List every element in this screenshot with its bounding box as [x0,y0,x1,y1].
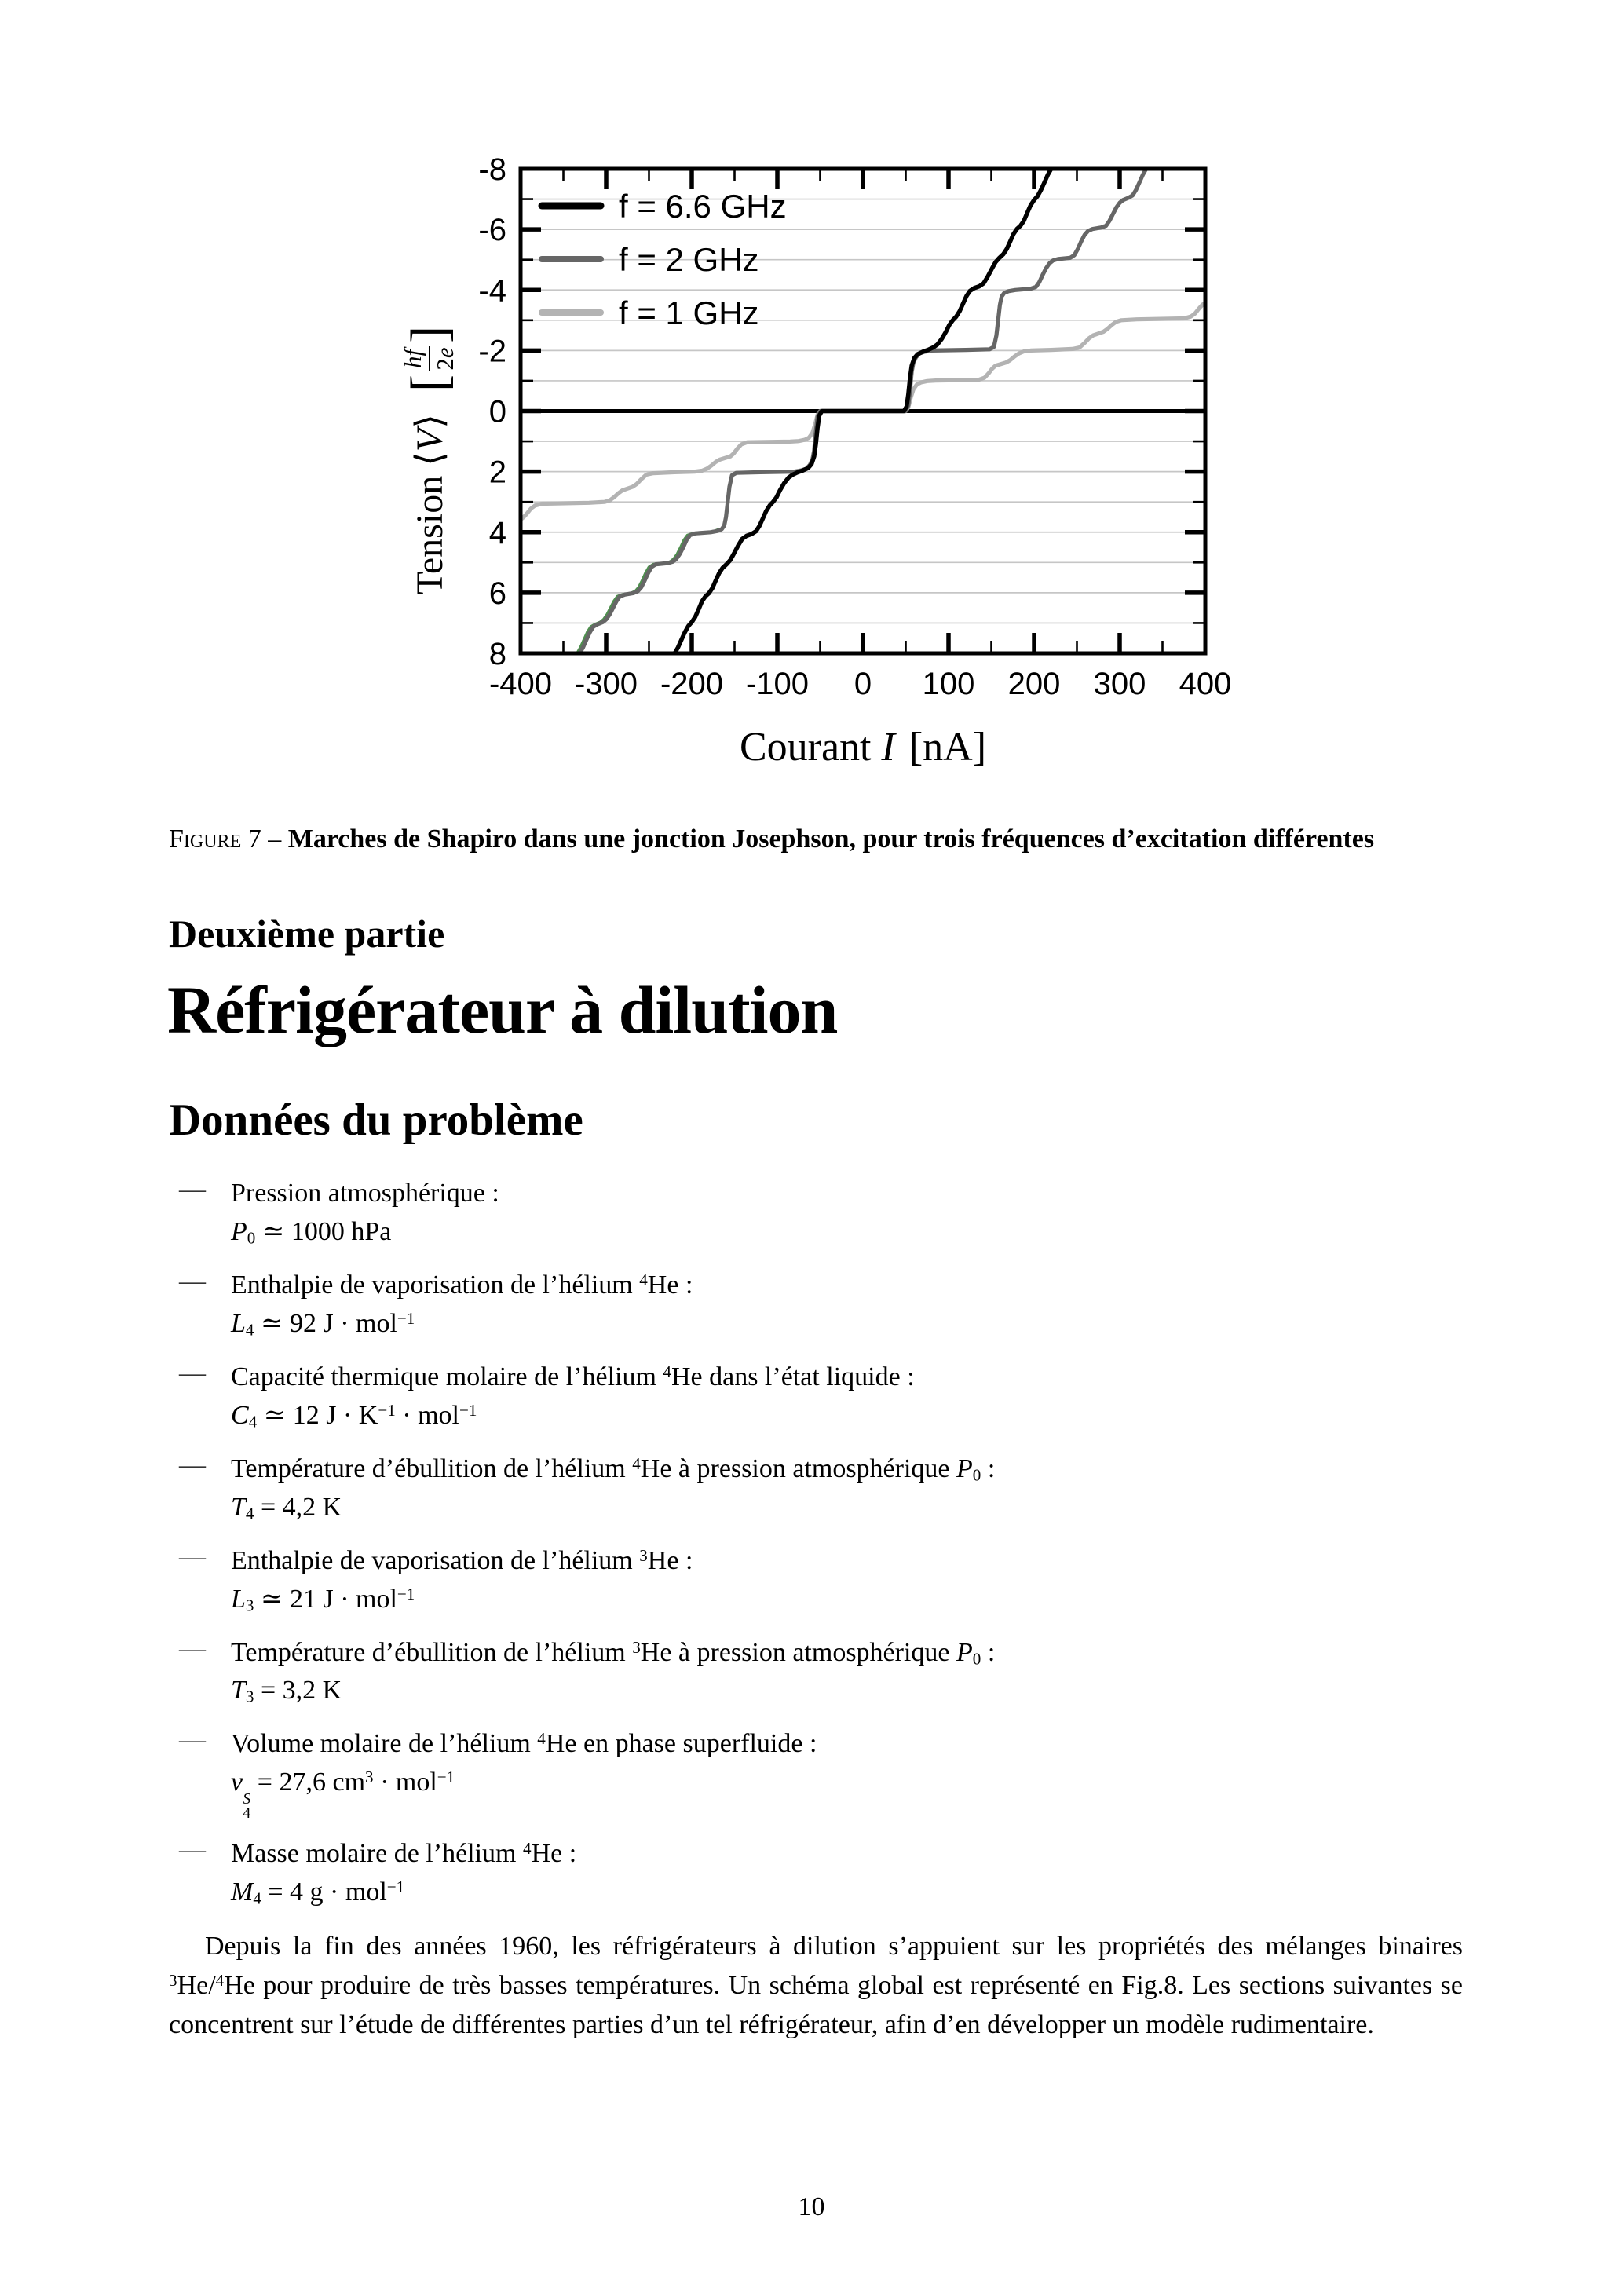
y-tick-label: 8 [488,637,506,671]
body-paragraph: Depuis la fin des années 1960, les réfrigérateurs à dilution s’appuient sur les propriétés des mélanges binaires $^3$He/$^4$He pour produire de très basses températures. Un schéma global est représenté en Fig.8. Les sections suivantes se concentrent sur l’étude de différentes parties d’un tel réfrigérateur, afin d’en développer un modèle rudimentaire. [169,1932,1463,2039]
x-tick-label: 300 [1093,667,1146,701]
angle-bracket-left: ⟨ [409,452,451,466]
y-tick-label: 0 [488,394,506,430]
list-item [179,1267,1459,1344]
list-item [179,1634,1459,1711]
x-tick-label: 100 [922,667,975,701]
item-dash-marker: — [179,1541,206,1571]
item-formula: M4 = 4 g · mol$^{-1}$ [231,1877,405,1908]
data-list [179,1175,1459,1927]
legend-label-f-1GHz: f = 1 GHz [619,294,759,331]
x-tick-labels [489,667,1231,701]
y-tick-label: 6 [488,576,506,611]
item-description: Enthalpie de vaporisation de l’hélium $^4$He : [231,1270,693,1300]
shapiro-steps-chart [345,102,1272,793]
item-dash-marker: — [179,1725,206,1755]
item-formula: T4 = 4,2 K [231,1492,342,1523]
bracket-right: ] [400,325,458,343]
item-dash-marker: — [179,1358,206,1387]
y-tick-label: 4 [488,515,506,550]
item-formula: T3 = 3,2 K [231,1676,342,1707]
item-dash-marker: — [179,1835,206,1865]
page-title: Réfrigérateur à dilution [167,972,838,1047]
list-item [179,1175,1459,1252]
item-dash-marker: — [179,1266,206,1296]
fraction-denominator: 2e [431,347,459,371]
item-description: Température d’ébullition de l’hélium $^3$He à pression atmosphérique P0 : [231,1637,996,1669]
x-tick-label: -400 [488,667,553,701]
y-axis-variable: V [408,428,451,452]
list-item [179,1725,1459,1820]
item-formula: P0 ≃ 1000 hPa [231,1216,392,1248]
figure-caption [169,821,1463,858]
fraction-numerator: hf [400,346,430,371]
y-axis-title-word: Tension [408,466,451,595]
legend-label-f-2GHz: f = 2 GHz [619,241,759,278]
list-item [179,1450,1459,1527]
item-description: Enthalpie de vaporisation de l’hélium $^3$He : [231,1545,693,1575]
legend-label-f-6.6GHz: f = 6.6 GHz [619,188,787,225]
curve-green-ghost [576,529,719,658]
list-item [179,1358,1459,1435]
legend [542,188,787,331]
x-tick-label: 0 [854,667,872,701]
list-item [179,1542,1459,1619]
angle-bracket-right: ⟩ [409,414,451,429]
item-formula: C4 ≃ 12 $J \cdot K^{-1} \cdot mol^{-1}$ [231,1400,477,1431]
x-tick-label: 400 [1179,667,1232,701]
y-tick-labels [478,152,506,671]
y-tick-label: -4 [478,273,506,309]
hf-over-2e-fraction [400,346,458,371]
item-description: Masse molaire de l’hélium $^4$He : [231,1838,577,1869]
figure-caption-dash: – [261,824,288,854]
item-description: Capacité thermique molaire de l’hélium $^4$He dans l’état liquide : [231,1362,915,1391]
x-tick-label: 200 [1007,667,1061,701]
page-number: 10 [798,2192,825,2221]
shapiro-steps-figure [345,102,1272,793]
y-tick-label: -6 [478,213,506,248]
y-tick-label: -2 [478,334,506,369]
item-formula: L4 ≃ 92 J · mol$^{-1}$ [231,1308,415,1340]
x-tick-label: -100 [745,667,810,701]
item-dash-marker: — [179,1633,206,1663]
part-heading: Deuxième partie [169,912,445,956]
x-tick-label: -200 [660,667,724,701]
item-description: Pression atmosphérique : [231,1179,499,1208]
y-tick-label: 2 [488,455,506,490]
list-item [179,1835,1459,1912]
section-heading: Données du problème [169,1095,583,1145]
bracket-left: [ [400,375,458,392]
item-formula: v S 4 = 27,6 $cm^3 \cdot mol^{-1}$ [231,1768,455,1822]
x-tick-label: -300 [574,667,638,701]
item-formula: L3 ≃ 21 J · mol$^{-1}$ [231,1584,415,1615]
var-subsup: S 4 [243,1790,251,1822]
item-dash-marker: — [179,1175,206,1204]
item-description: Température d’ébullition de l’hélium $^4$He à pression atmosphérique P0 : [231,1453,996,1485]
figure-caption-text: Marches de Shapiro dans une jonction Josephson, pour trois fréquences d’excitation différentes [287,824,1375,854]
y-tick-label: -8 [478,152,506,187]
x-axis-title: Courant I [nA] [739,725,987,770]
item-description: Volume molaire de l’hélium $^4$He en phase superfluide : [231,1729,817,1759]
figure-caption-label: Figure 7 [169,824,261,854]
y-axis-title [378,216,481,703]
item-dash-marker: — [179,1450,206,1479]
